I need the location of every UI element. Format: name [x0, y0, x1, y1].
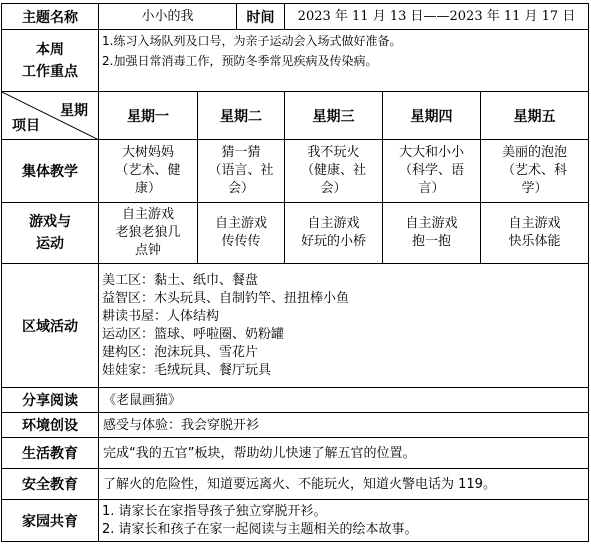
home-school-label: 家园共育 [2, 500, 99, 542]
group-cell-line: 康） [134, 181, 161, 196]
focus-label-line1: 本周 [36, 41, 64, 58]
group-cell-line: 会） [320, 181, 347, 196]
home-school-item: 2. 请家长和孩子在家一起阅读与主题相关的绘本故事。 [102, 521, 418, 537]
group-cell-line: 大大和小小 [399, 145, 465, 160]
games-row [2, 203, 589, 264]
group-cell-line: 大树妈妈 [121, 145, 174, 160]
safety-education-row [2, 469, 589, 500]
reading-label: 分享阅读 [2, 388, 99, 413]
games-cell-line: 点钟 [134, 243, 161, 258]
home-school-list [99, 500, 589, 542]
day-header-fri: 星期五 [481, 92, 589, 140]
reading-row [2, 388, 589, 413]
corner-cell [2, 92, 99, 140]
focus-item: 2.加强日常消毒工作，预防冬季常见疾病及传染病。 [102, 54, 378, 68]
games-cell-wed [285, 203, 383, 264]
safety-education-value: 了解火的危险性，知道要远离火、不能玩火，知道火警电话为 119。 [99, 469, 589, 500]
games-label [2, 203, 99, 264]
area-item: 娃娃家：毛绒玩具、餐厅玩具 [102, 362, 272, 378]
home-school-item: 1. 请家长在家指导孩子独立穿脱开衫。 [102, 503, 327, 519]
day-header-tue: 星期二 [198, 92, 285, 140]
group-cell-line: 言） [418, 181, 445, 196]
group-cell-line: 猜一猜 [221, 145, 261, 160]
group-cell-line: 美丽的泡泡 [502, 145, 568, 160]
group-cell-thu [383, 140, 481, 203]
games-label-line2: 运动 [36, 236, 64, 252]
day-header-wed: 星期三 [285, 92, 383, 140]
environment-label: 环境创设 [2, 413, 99, 438]
group-cell-line: 学） [521, 181, 548, 196]
time-value: 2023 年 11 月 13 日——2023 年 11 月 17 日 [285, 4, 589, 30]
day-header-thu: 星期四 [383, 92, 481, 140]
area-item: 运动区：篮球、呼啦圈、奶粉罐 [102, 326, 285, 342]
group-cell-line: （健康、社 [301, 163, 367, 178]
group-cell-fri [481, 140, 589, 203]
focus-row [2, 30, 589, 92]
games-cell-fri [481, 203, 589, 264]
time-label: 时间 [237, 4, 285, 30]
group-cell-line: （语言、社 [208, 163, 274, 178]
focus-label-line2: 工作重点 [22, 63, 78, 80]
games-cell-line: 好玩的小桥 [301, 234, 367, 249]
environment-value: 感受与体验：我会穿脱开衫 [99, 413, 589, 438]
games-label-line1: 游戏与 [29, 214, 71, 230]
group-teaching-row [2, 140, 589, 203]
reading-value: 《老鼠画猫》 [99, 388, 589, 413]
header-row [2, 4, 589, 30]
games-cell-line: 自主游戏 [121, 207, 174, 222]
area-item: 耕读书屋：人体结构 [102, 308, 220, 324]
group-cell-line: 会） [228, 181, 255, 196]
days-row [2, 92, 589, 140]
area-item: 美工区：黏土、纸巾、餐盘 [102, 272, 259, 288]
environment-row [2, 413, 589, 438]
corner-weekday-label: 星期 [60, 103, 88, 119]
games-cell-thu [383, 203, 481, 264]
area-activities-list [99, 264, 589, 388]
games-cell-line: 快乐体能 [508, 234, 561, 249]
focus-content [99, 30, 589, 92]
area-activities-label: 区域活动 [2, 264, 99, 388]
area-item: 益智区：木头玩具、自制钓竿、扭扭棒小鱼 [102, 290, 350, 306]
theme-value: 小小的我 [99, 4, 237, 30]
weekly-plan-table [1, 3, 589, 542]
group-cell-tue [198, 140, 285, 203]
games-cell-line: 自主游戏 [405, 216, 458, 231]
games-cell-tue [198, 203, 285, 264]
group-cell-line: （艺术、健 [115, 163, 181, 178]
group-cell-line: （科学、语 [399, 163, 465, 178]
life-education-row [2, 438, 589, 469]
games-cell-line: 自主游戏 [307, 216, 360, 231]
group-teaching-label: 集体教学 [2, 140, 99, 203]
safety-education-label: 安全教育 [2, 469, 99, 500]
life-education-value: 完成“我的五官”板块，帮助幼儿快速了解五官的位置。 [99, 438, 589, 469]
focus-item: 1.练习入场队列及口号，为亲子运动会入场式做好准备。 [102, 34, 402, 48]
group-cell-line: （艺术、科 [502, 163, 568, 178]
group-cell-wed [285, 140, 383, 203]
focus-label [2, 30, 99, 92]
theme-label: 主题名称 [2, 4, 99, 30]
games-cell-line: 老狼老狼几 [115, 225, 181, 240]
area-activities-row [2, 264, 589, 388]
games-cell-mon [99, 203, 198, 264]
corner-item-label: 项目 [12, 118, 40, 134]
games-cell-line: 传传传 [221, 234, 261, 249]
games-cell-line: 自主游戏 [215, 216, 268, 231]
group-cell-line: 我不玩火 [307, 145, 360, 160]
day-header-mon: 星期一 [99, 92, 198, 140]
games-cell-line: 抱一抱 [412, 234, 452, 249]
area-item: 建构区：泡沫玩具、雪花片 [102, 344, 259, 360]
life-education-label: 生活教育 [2, 438, 99, 469]
games-cell-line: 自主游戏 [508, 216, 561, 231]
home-school-row [2, 500, 589, 542]
group-cell-mon [99, 140, 198, 203]
